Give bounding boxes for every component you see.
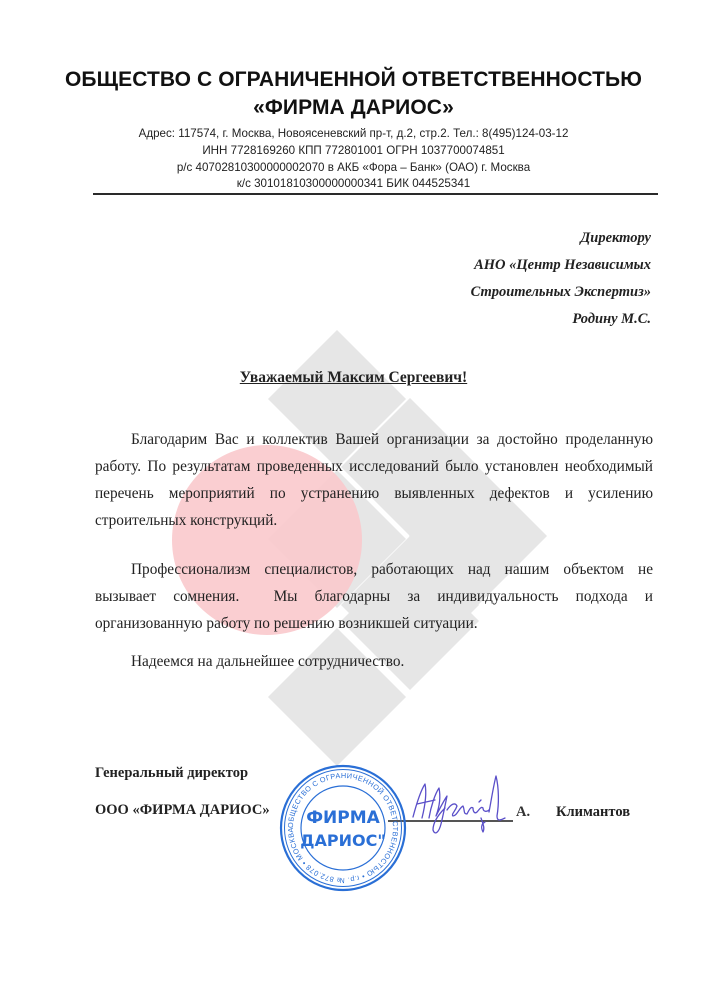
company-legal-form: ОБЩЕСТВО С ОГРАНИЧЕННОЙ ОТВЕТСТВЕННОСТЬЮ [65, 68, 642, 91]
signatory-surname: Климантов [556, 804, 631, 820]
signatory-position: Генеральный директор [95, 765, 249, 781]
stamp-center-line2: ДАРИОС" [300, 831, 386, 850]
body-paragraph-2: Профессионализм специалистов, работающих над нашим объектом не вызывает сомнения. Мы благодарны за индивидуальность подхода и организованную работу по решению возникшей ситуации. [95, 561, 657, 632]
company-corr-account: к/с 30101810300000000341 БИК 044525341 [236, 177, 471, 190]
stamp-outer-ring [281, 766, 405, 890]
addressee-organization-line1: АНО «Центр Независимых [474, 257, 651, 273]
body-paragraph-3: Надеемся на дальнейшее сотрудничество. [131, 653, 405, 670]
company-bank-account: р/с 40702810300000002070 в АКБ «Фора – Банк» (ОАО) г. Москва [176, 161, 531, 174]
addressee-organization-line2: Строительных Экспертиз» [470, 284, 651, 300]
handwritten-signature [405, 772, 515, 842]
stamp-center-line1: ФИРМА [306, 808, 380, 828]
addressee-position: Директору [580, 230, 651, 246]
company-stamp [278, 763, 408, 893]
signatory-initial: А. [516, 804, 531, 820]
signatory-company: ООО «ФИРМА ДАРИОС» [95, 802, 270, 818]
addressee-name: Родину М.С. [572, 311, 651, 327]
company-tax-ids: ИНН 7728169260 КПП 772801001 ОГРН 1037700074851 [202, 144, 505, 157]
company-name: «ФИРМА ДАРИОС» [253, 96, 454, 119]
body-paragraph-1: Благодарим Вас и коллектив Вашей организации за достойно проделанную работу. По результатам проведенных исследований было установлен необходимый перечень мероприятий по устранению выявленных дефектов и усилению строительных конструкций. [95, 431, 653, 529]
company-address: Адрес: 117574, г. Москва, Новоясеневский пр-т, д.2, стр.2. Тел.: 8(495)124-03-12 [138, 127, 569, 140]
stamp-outer-ring-inner [285, 770, 402, 887]
header-divider [93, 193, 658, 195]
stamp-ring-text: ОБЩЕСТВО С ОГРАНИЧЕННОЙ ОТВЕТСТВЕННОСТЬЮ • г.р. № 872.078 • МОСКВА [285, 770, 401, 886]
stamp-inner-ring [301, 786, 385, 870]
salutation: Уважаемый Максим Сергеевич! [239, 369, 468, 386]
